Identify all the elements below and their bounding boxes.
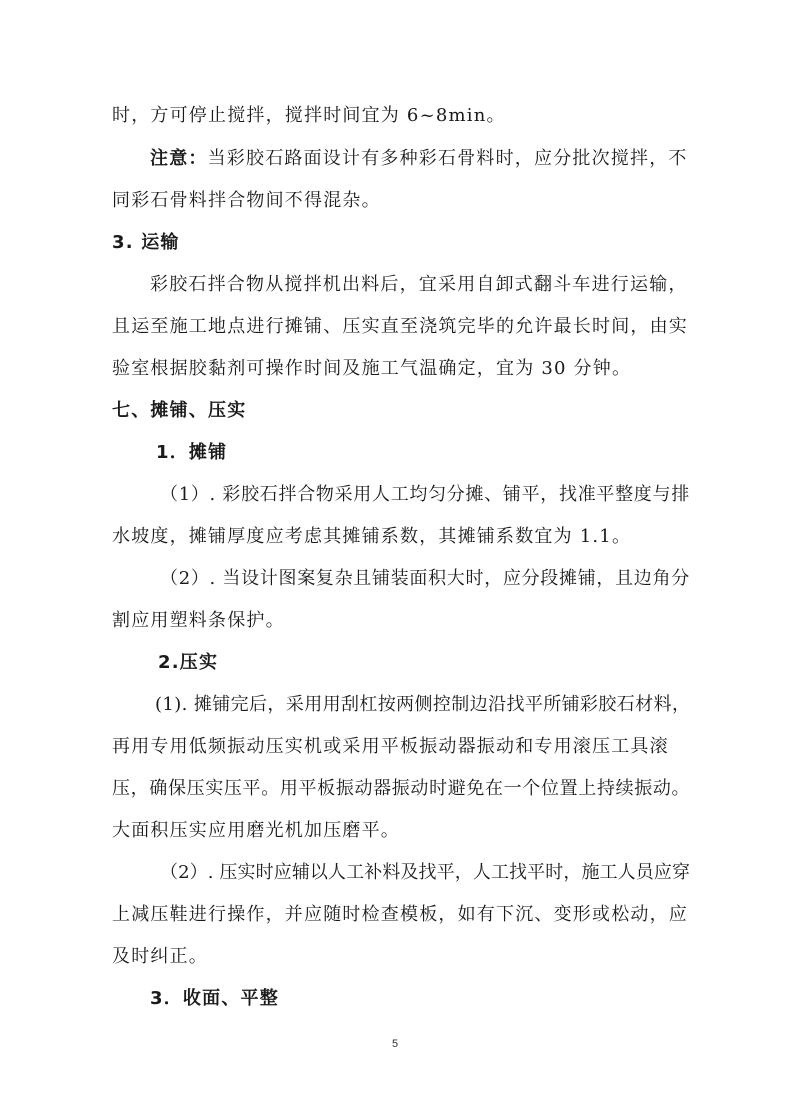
- subsection-heading-paving: 1．摊铺: [156, 442, 228, 463]
- section-heading-paving-compaction: 七、摊铺、压实: [112, 400, 247, 421]
- paragraph-line: 彩胶石拌合物从搅拌机出料后，宜采用自卸式翻斗车进行运输，: [150, 274, 688, 295]
- paragraph-line: 且运至施工地点进行摊铺、压实直至浇筑完毕的允许最长时间，由实: [112, 316, 688, 337]
- paragraph-line: 同彩石骨料拌合物间不得混杂。: [112, 190, 381, 211]
- section-heading-transport: 3. 运输: [112, 232, 180, 253]
- paragraph-line: 大面积压实应用磨光机加压磨平。: [112, 820, 400, 841]
- paragraph-line: 再用专用低频振动压实机或采用平板振动器振动和专用滚压工具滚: [112, 736, 669, 757]
- paragraph-line: 上减压鞋进行操作，并应随时检查模板，如有下沉、变形或松动，应: [112, 904, 688, 925]
- paragraph-line: （2）. 压实时应辅以人工补料及找平，人工找平时，施工人员应穿: [160, 862, 691, 883]
- paragraph-line: （2）. 当设计图案复杂且铺装面积大时，应分段摊铺，且边角分: [160, 568, 690, 589]
- paragraph-line: 时，方可停止搅拌，搅拌时间宜为 6~8min。: [112, 105, 506, 126]
- subsection-heading-finishing: 3．收面、平整: [150, 988, 279, 1009]
- paragraph-line: 压，确保压实压平。用平板振动器振动时避免在一个位置上持续振动。: [112, 778, 691, 799]
- paragraph-line: 及时纠正。: [112, 946, 208, 967]
- page-number: 5: [391, 1038, 399, 1050]
- note-line: [150, 147, 688, 171]
- paragraph-line: (1). 摊铺完后，采用用刮杠按两侧控制边沿找平所铺彩胶石材料，: [155, 694, 691, 715]
- subsection-heading-compaction: 2.压实: [158, 652, 219, 673]
- note-text: 当彩胶石路面设计有多种彩石骨料时，应分批次搅拌，不: [207, 148, 688, 169]
- paragraph-line: 验室根据胶黏剂可操作时间及施工气温确定，宜为 30 分钟。: [112, 358, 632, 379]
- note-label: 注意：: [150, 148, 208, 169]
- paragraph-line: （1）. 彩胶石拌合物采用人工均匀分摊、铺平，找准平整度与排: [160, 484, 690, 505]
- paragraph-line: 水坡度，摊铺厚度应考虑其摊铺系数，其摊铺系数宜为 1.1。: [112, 526, 632, 547]
- paragraph-line: 割应用塑料条保护。: [112, 610, 285, 631]
